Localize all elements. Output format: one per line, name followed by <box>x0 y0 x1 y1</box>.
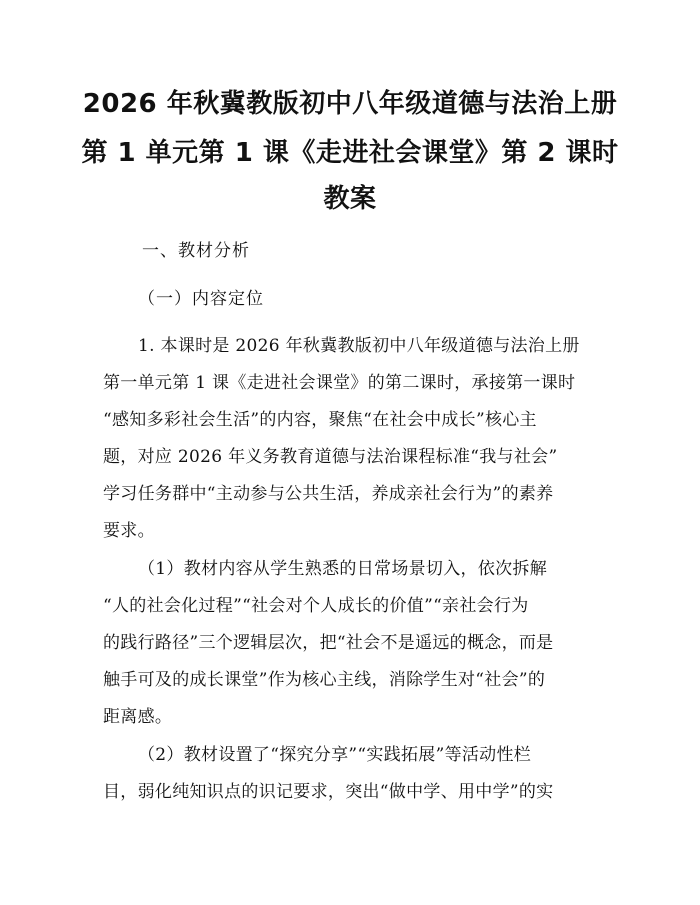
paragraph-3 <box>103 737 599 811</box>
paragraph-2 <box>103 551 599 736</box>
section-heading: 一、教材分析 <box>142 241 250 261</box>
paragraph-line: （2）教材设置了“探究分享”“实践拓展”等活动性栏 <box>138 745 532 765</box>
paragraph-line: 目，弱化纯知识点的识记要求，突出“做中学、用中学”的实 <box>103 782 554 802</box>
paragraph-line: “感知多彩社会生活”的内容，聚焦“在社会中成长”核心主 <box>103 410 537 430</box>
paragraph-1 <box>103 328 599 550</box>
paragraph-line: （1）教材内容从学生熟悉的日常场景切入，依次拆解 <box>138 559 548 579</box>
document-title-line-2: 第 1 单元第 1 课《走进社会课堂》第 2 课时 <box>81 138 619 168</box>
paragraph-line: 的践行路径”三个逻辑层次，把“社会不是遥远的概念，而是 <box>103 633 554 653</box>
paragraph-line: 触手可及的成长课堂”作为核心主线，消除学生对“社会”的 <box>103 670 546 690</box>
paragraph-line: 题，对应 2026 年义务教育道德与法治课程标准“我与社会” <box>103 447 558 467</box>
paragraph-line: “人的社会化过程”“社会对个人成长的价值”“亲社会行为 <box>103 596 529 616</box>
paragraph-line: 要求。 <box>103 521 155 541</box>
paragraph-line: 距离感。 <box>103 707 173 727</box>
paragraph-line: 第一单元第 1 课《走进社会课堂》的第二课时，承接第一课时 <box>103 373 576 393</box>
document-title-line-3: 教案 <box>323 184 377 214</box>
subsection-heading: （一）内容定位 <box>138 289 264 309</box>
paragraph-line: 学习任务群中“主动参与公共生活，养成亲社会行为”的素养 <box>103 484 554 504</box>
document-title-line-1: 2026 年秋冀教版初中八年级道德与法治上册 <box>82 89 618 119</box>
paragraph-line: 1. 本课时是 2026 年秋冀教版初中八年级道德与法治上册 <box>138 336 580 356</box>
